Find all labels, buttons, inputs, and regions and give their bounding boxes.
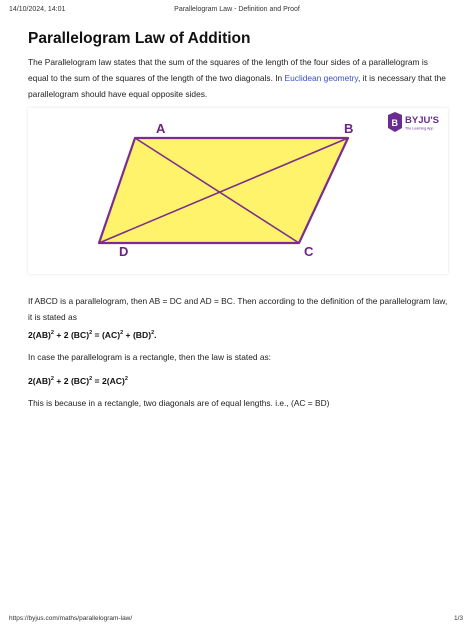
print-page-number: 1/3 (453, 615, 463, 622)
formula1-term3: = (AC) (92, 330, 121, 340)
byjus-logo (386, 112, 444, 139)
article-title: Parallelogram Law of Addition (28, 30, 251, 47)
euclidean-geometry-link[interactable]: Euclidean geometry (284, 73, 358, 83)
intro-text-end: , it is necessary that the parallelogram should have equal opposite sides. (28, 73, 446, 99)
formula2-term3: = 2(AC) (92, 376, 125, 386)
formula2-exp2: 2 (89, 376, 93, 383)
formula1-end: . (154, 330, 157, 340)
byjus-logo-mark (386, 112, 444, 134)
intro-text-start: The Parallelogram law states that the sum of the squares of the length of the four sides of a parallelogram is equal to the sum of the squares of the length of the two diagonals. In (28, 57, 428, 83)
print-timestamp: 14/10/2024, 14:01 (9, 6, 66, 13)
formula-rectangle-law (28, 376, 128, 386)
formula2-exp3: 2 (124, 376, 128, 383)
formula1-exp4: 2 (151, 330, 155, 337)
print-page-title: Parallelogram Law - Definition and Proof (174, 6, 300, 13)
formula1-exp3: 2 (120, 330, 124, 337)
formula2-exp1: 2 (50, 376, 54, 383)
formula-parallelogram-law (28, 330, 157, 340)
rectangle-explanation-paragraph: This is because in a rectangle, two diagonals are of equal lengths. i.e., (AC = BD) (28, 398, 330, 408)
logo-tagline: The Learning App (405, 126, 434, 131)
formula1-term1: 2(AB) (28, 330, 51, 340)
formula1-exp2: 2 (89, 330, 93, 337)
vertex-label-a: A (156, 121, 166, 136)
parallelogram-diagram (28, 108, 448, 274)
formula1-exp1: 2 (50, 330, 54, 337)
vertex-label-d: D (119, 244, 129, 259)
print-url: https://byjus.com/maths/parallelogram-law/ (9, 615, 133, 622)
parallelogram-figure (28, 108, 448, 274)
vertex-label-c: C (304, 244, 314, 259)
formula1-term4: + (BD) (123, 330, 152, 340)
rectangle-case-paragraph: In case the parallelogram is a rectangle, then the law is stated as: (28, 352, 272, 362)
definition-paragraph: If ABCD is a parallelogram, then AB = DC and AD = BC. Then according to the definition of the parallelogram law, it is stated as (28, 296, 448, 322)
intro-paragraph (28, 54, 448, 102)
vertex-label-b: B (344, 121, 354, 136)
logo-brand-text: BYJU'S (405, 115, 439, 126)
formula2-term1: 2(AB) (28, 376, 51, 386)
svg-text:B: B (391, 118, 398, 128)
formula1-term2: + 2 (BC) (53, 330, 90, 340)
formula2-term2: + 2 (BC) (53, 376, 90, 386)
